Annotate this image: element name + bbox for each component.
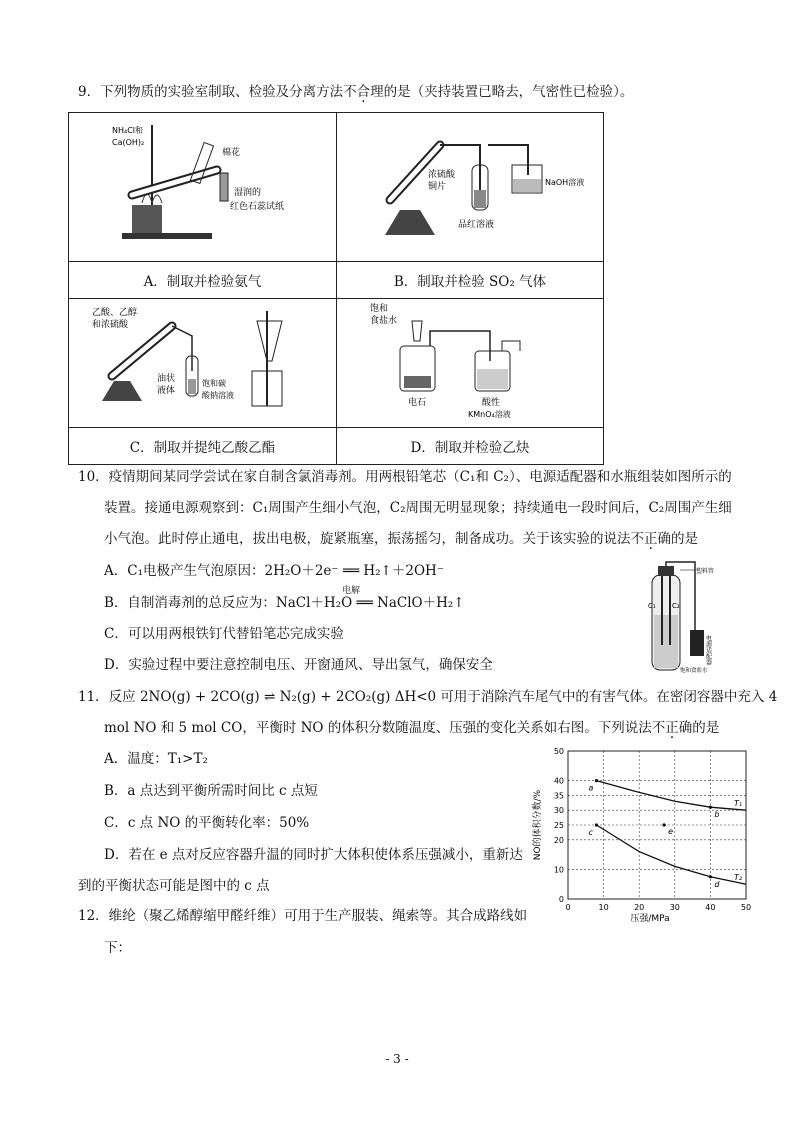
q10-line-2: 装置。接通电源观察到：C₁周围产生细小气泡，C₂周围无明显现象；持续通电一段时间后，C₂周围产生细 xyxy=(104,500,732,516)
q9-options-table xyxy=(68,112,604,465)
q12-line-2: 下： xyxy=(104,940,131,956)
svg-text:乙酸、乙醇: 乙酸、乙醇 xyxy=(92,308,138,318)
svg-text:Ca(OH)₂: Ca(OH)₂ xyxy=(112,138,145,147)
svg-text:饱和食盐水: 饱和食盐水 xyxy=(680,668,708,674)
point-label: e xyxy=(668,827,674,836)
series-line xyxy=(597,781,747,811)
svg-text:湿润的: 湿润的 xyxy=(234,188,262,198)
svg-text:电源适配器: 电源适配器 xyxy=(704,635,712,665)
svg-text:红色石蕊试纸: 红色石蕊试纸 xyxy=(230,202,285,212)
svg-text:饱和: 饱和 xyxy=(369,304,388,314)
y-tick-label: 50 xyxy=(553,747,564,756)
point-label: d xyxy=(714,879,720,889)
q12-line-1: 12．维纶（聚乙烯醇缩甲醛纤维）可用于生产服装、绳索等。其合成路线如 xyxy=(78,908,528,924)
chart-xlabel: 压强/MPa xyxy=(630,914,670,924)
no-fraction-chart xyxy=(530,745,756,925)
point-label: b xyxy=(714,810,720,820)
svg-text:和浓硫酸: 和浓硫酸 xyxy=(92,320,129,330)
q9-figure-c xyxy=(69,299,337,428)
y-tick-label: 35 xyxy=(553,791,564,801)
svg-text:食盐水: 食盐水 xyxy=(369,316,397,326)
svg-text:铜片: 铜片 xyxy=(427,182,446,192)
svg-text:NH₄Cl和: NH₄Cl和 xyxy=(112,126,144,135)
q11-option-d: D．若在 e 点对反应容器升温的同时扩大体积使体系压强减小，重新达 xyxy=(104,847,523,863)
data-point xyxy=(709,806,712,809)
series-label: T₁ xyxy=(734,799,743,809)
svg-text:饱和碳: 饱和碳 xyxy=(202,379,227,388)
q10-line-1: 10．疫情期间某同学尝试在家自制含氯消毒剂。用两根铅笔芯（C₁和 C₂）、电源适配器和水瓶组装如图所示的 xyxy=(78,469,732,485)
x-tick-label: 10 xyxy=(598,903,609,912)
q10-option-c: C．可以用两根铁钉代替铅笔芯完成实验 xyxy=(104,626,344,642)
q9-caption-b: B．制取并检验 SO₂ 气体 xyxy=(336,262,603,299)
series-label: T₂ xyxy=(734,873,743,883)
svg-text:塑料管: 塑料管 xyxy=(696,568,715,575)
q9-stem: 9．下列物质的实验室制取、检验及分离方法不合理的是（夹持装置已略去，气密性已检验）。 xyxy=(78,84,634,100)
svg-text:棉花: 棉花 xyxy=(222,148,241,158)
y-tick-label: 30 xyxy=(553,806,564,816)
q11-line-1: 11．反应 2NO(g) + 2CO(g) ⇌ N₂(g) + 2CO₂(g) ΔH<0 可用于消除汽车尾气中的有害气体。在密闭容器中充入 4 xyxy=(78,689,778,705)
q11-option-d-cont: 到的平衡状态可能是图中的 c 点 xyxy=(78,878,270,894)
svg-text:品红溶液: 品红溶液 xyxy=(457,220,494,230)
chart-grid xyxy=(568,751,746,899)
y-tick-label: 25 xyxy=(553,821,564,830)
svg-text:C₁: C₁ xyxy=(648,602,656,610)
point-label: a xyxy=(588,783,594,793)
svg-text:电石: 电石 xyxy=(407,398,426,408)
x-tick-label: 0 xyxy=(565,903,571,912)
y-tick-label: 0 xyxy=(558,895,564,904)
q9-emphasis: 不合理 xyxy=(343,84,384,100)
q9-caption-c: C．制取并提纯乙酸乙酯 xyxy=(69,428,337,465)
x-tick-label: 20 xyxy=(634,903,645,912)
page-number: - 3 - xyxy=(385,1052,409,1066)
data-point xyxy=(595,779,598,782)
svg-text:NaOH溶液: NaOH溶液 xyxy=(544,178,585,187)
q9-figure-d xyxy=(336,299,603,428)
q9-caption-a: A．制取并检验氨气 xyxy=(69,262,337,299)
svg-text:KMnO₄溶液: KMnO₄溶液 xyxy=(467,410,511,419)
svg-text:C₂: C₂ xyxy=(672,602,680,610)
ammonia-apparatus-diagram xyxy=(102,115,302,255)
point-label: c xyxy=(588,828,593,837)
y-tick-label: 20 xyxy=(553,835,564,845)
q11-option-a: A．温度：T₁>T₂ xyxy=(104,751,208,767)
y-tick-label: 40 xyxy=(553,776,564,786)
svg-text:油状: 油状 xyxy=(157,374,176,384)
svg-text:液体: 液体 xyxy=(157,386,176,396)
q11-line-2: mol NO 和 5 mol CO，平衡时 NO 的体积分数随温度、压强的变化关系如右图。下列说法不正确的是 xyxy=(104,720,720,736)
data-point xyxy=(709,875,712,878)
chart-ylabel: NO的体积分数/% xyxy=(533,789,543,861)
q10-option-a: A．C₁电极产生气泡原因：2H₂O＋2e⁻ ══ H₂↑＋2OH⁻ xyxy=(104,563,444,579)
bottle-electrolysis-figure xyxy=(640,560,730,675)
y-tick-label: 10 xyxy=(553,865,564,875)
q11-option-c: C．c 点 NO 的平衡转化率：50% xyxy=(104,815,310,831)
svg-text:酸钠溶液: 酸钠溶液 xyxy=(202,391,235,400)
svg-text:浓硫酸: 浓硫酸 xyxy=(427,170,455,180)
x-tick-label: 50 xyxy=(740,903,752,912)
q10-option-d: D．实验过程中要注意控制电压、开窗通风、导出氢气，确保安全 xyxy=(104,657,493,673)
ethyl-acetate-apparatus-diagram xyxy=(82,301,322,421)
x-tick-label: 30 xyxy=(669,903,680,912)
electrolysis-label: 电解 xyxy=(342,586,361,596)
q9-figure-a xyxy=(69,113,337,262)
svg-text:酸性: 酸性 xyxy=(481,398,500,408)
data-point xyxy=(595,823,598,826)
chart-axes xyxy=(554,747,751,912)
acetylene-apparatus-diagram xyxy=(360,301,580,421)
q10-line-3: 小气泡。此时停止通电，拔出电极，旋紧瓶塞，振荡摇匀，制备成功。关于该实验的说法不正确的是 xyxy=(104,531,698,547)
so2-apparatus-diagram xyxy=(360,115,585,255)
x-tick-label: 40 xyxy=(705,903,716,912)
data-point xyxy=(663,823,666,826)
q9-figure-b xyxy=(336,113,603,262)
q10-option-b: B．自制消毒剂的总反应为：NaCl＋H₂O ══ NaClO＋H₂↑ xyxy=(104,595,465,611)
q11-option-b: B．a 点达到平衡所需时间比 c 点短 xyxy=(104,783,318,799)
q9-caption-d: D．制取并检验乙炔 xyxy=(336,428,603,465)
